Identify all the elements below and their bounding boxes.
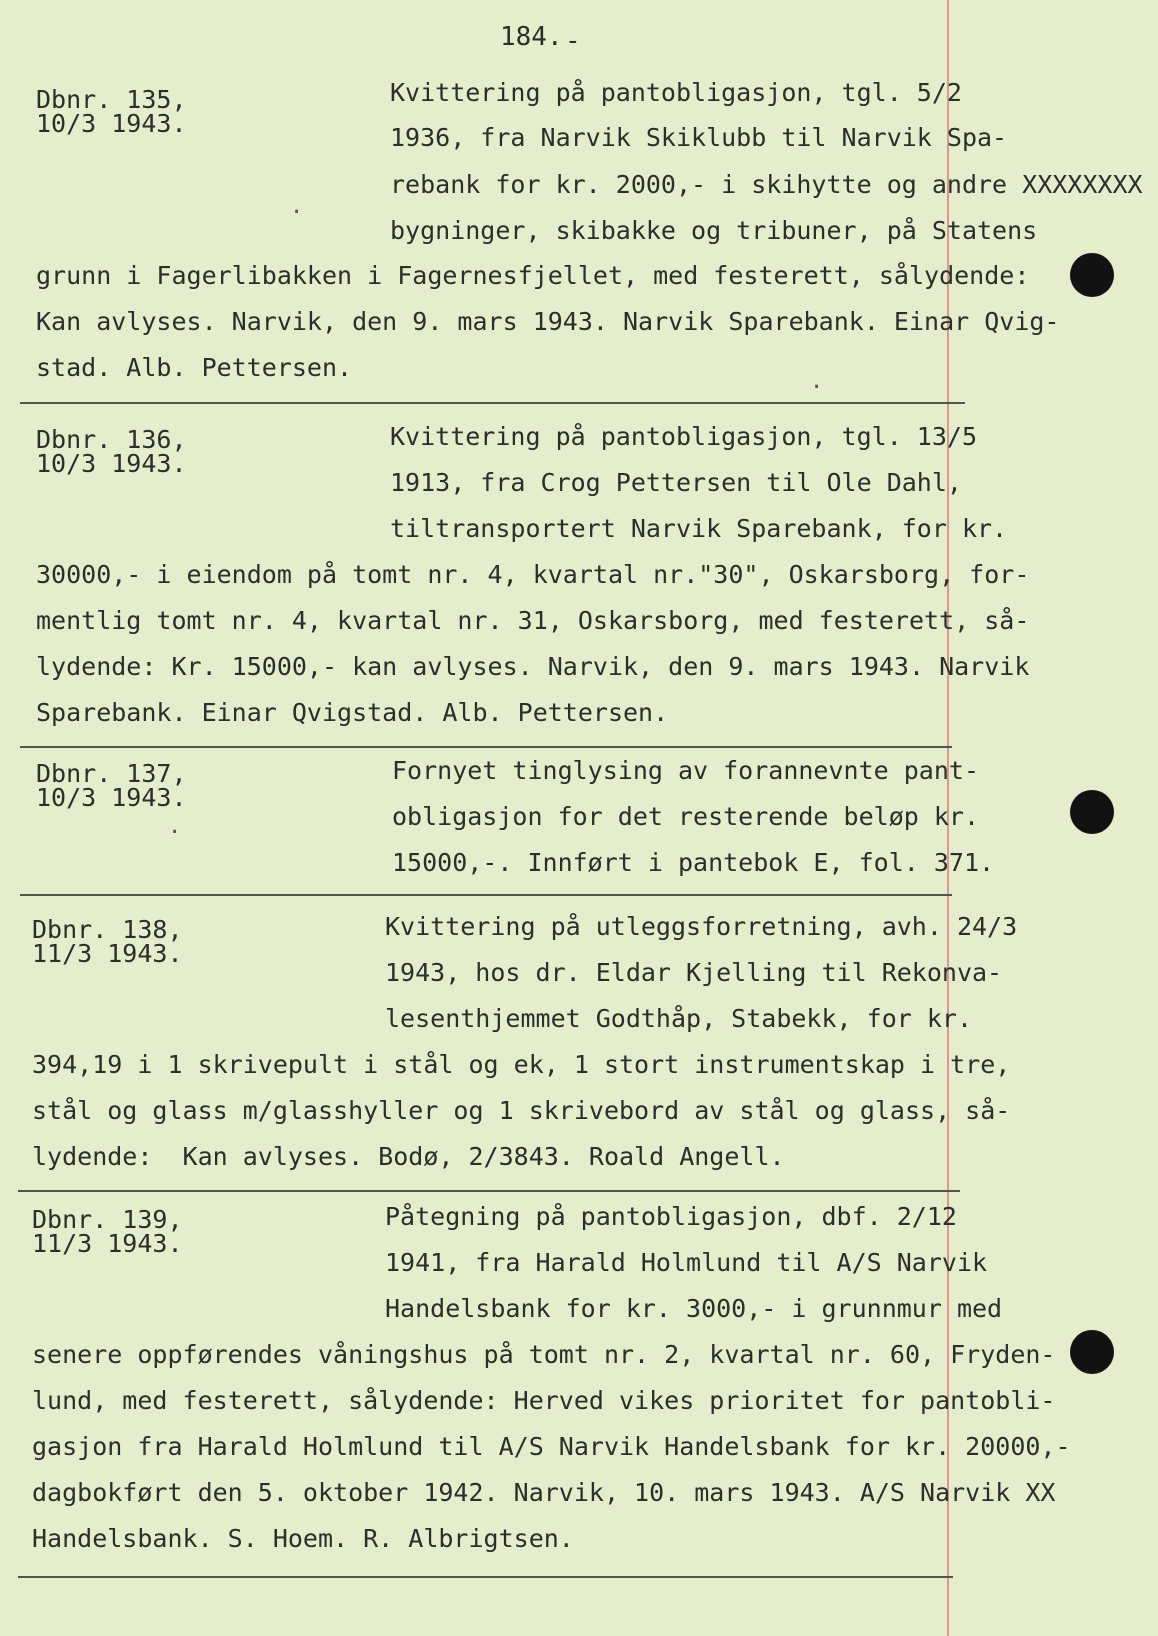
ink-dot: · <box>290 200 304 225</box>
entry-number: Dbnr. 136, <box>36 425 187 454</box>
entry-line: 1943, hos dr. Eldar Kjelling til Rekonva- <box>385 958 1003 987</box>
entry-line: Handelsbank for kr. 3000,- i grunnmur med <box>385 1294 1003 1323</box>
entry-line: Kvittering på utleggsforretning, avh. 24/3 <box>385 912 1018 941</box>
entry-line: Fornyet tinglysing av forannevnte pant- <box>392 756 979 785</box>
entry-line: 1913, fra Crog Pettersen til Ole Dahl, <box>390 468 962 497</box>
entry-line: senere oppførendes våningshus på tomt nr. 2, kvartal nr. 60, Fryden- <box>32 1340 1056 1369</box>
entry-ref <box>36 85 187 138</box>
page-number: 184. <box>500 22 563 52</box>
entry-number: Dbnr. 135, <box>36 85 187 114</box>
entry-divider <box>20 894 952 896</box>
entry-divider <box>20 746 952 748</box>
entry-ref <box>36 759 187 812</box>
punch-hole <box>1070 253 1114 297</box>
entry-line: tiltransportert Narvik Sparebank, for kr. <box>390 514 1008 543</box>
entry-number: Dbnr. 139, <box>32 1205 183 1234</box>
punch-hole <box>1070 1330 1114 1374</box>
entry-line: Kvittering på pantobligasjon, tgl. 13/5 <box>390 422 977 451</box>
entry-ref <box>36 425 187 478</box>
entry-line: lund, med festerett, sålydende: Herved vikes prioritet for pantobli- <box>32 1386 1056 1415</box>
entry-date: 11/3 1943. <box>32 1229 183 1258</box>
entry-line: obligasjon for det resterende beløp kr. <box>392 802 979 831</box>
entry-line: 1941, fra Harald Holmlund til A/S Narvik <box>385 1248 988 1277</box>
entry-line: Påtegning på pantobligasjon, dbf. 2/12 <box>385 1202 957 1231</box>
entry-line: grunn i Fagerlibakken i Fagernesfjellet, med festerett, sålydende: <box>36 261 1030 290</box>
ink-dot: · <box>810 375 824 400</box>
entry-line: 30000,- i eiendom på tomt nr. 4, kvartal nr."30", Oskarsborg, for- <box>36 560 1030 589</box>
entry-ref <box>32 915 183 968</box>
entry-line: bygninger, skibakke og tribuner, på Statens <box>390 216 1038 245</box>
entry-ref <box>32 1205 183 1258</box>
entry-date: 10/3 1943. <box>36 449 187 478</box>
entry-line: stål og glass m/glasshyller og 1 skrivebord av stål og glass, så- <box>32 1096 1011 1125</box>
entry-number: Dbnr. 138, <box>32 915 183 944</box>
entry-line: 1936, fra Narvik Skiklubb til Narvik Spa- <box>390 123 1008 152</box>
entry-line: 15000,-. Innført i pantebok E, fol. 371. <box>392 848 995 877</box>
entry-line: dagbokført den 5. oktober 1942. Narvik, 10. mars 1943. A/S Narvik XX <box>32 1478 1056 1507</box>
entry-line: lydende: Kr. 15000,- kan avlyses. Narvik, den 9. mars 1943. Narvik <box>36 652 1030 681</box>
entry-line: lesenthjemmet Godthåp, Stabekk, for kr. <box>385 1004 972 1033</box>
entry-line: stad. Alb. Pettersen. <box>36 353 353 382</box>
entry-line: lydende: Kan avlyses. Bodø, 2/3843. Roald Angell. <box>32 1142 785 1171</box>
entry-line: 394,19 i 1 skrivepult i stål og ek, 1 stort instrumentskap i tre, <box>32 1050 1011 1079</box>
entry-line: Kvittering på pantobligasjon, tgl. 5/2 <box>390 78 962 107</box>
punch-hole <box>1070 790 1114 834</box>
entry-line: mentlig tomt nr. 4, kvartal nr. 31, Oskarsborg, med festerett, så- <box>36 606 1030 635</box>
entry-line: gasjon fra Harald Holmlund til A/S Narvik Handelsbank for kr. 20000,- <box>32 1432 1071 1461</box>
entry-line: rebank for kr. 2000,- i skihytte og andre XXXXXXXX <box>390 170 1143 199</box>
entry-divider <box>20 402 965 404</box>
entry-date: 10/3 1943. <box>36 109 187 138</box>
entry-number: Dbnr. 137, <box>36 759 187 788</box>
entry-line: Kan avlyses. Narvik, den 9. mars 1943. Narvik Sparebank. Einar Qvig- <box>36 307 1060 336</box>
entry-divider <box>18 1576 953 1578</box>
entry-divider <box>18 1190 960 1192</box>
entry-line: Handelsbank. S. Hoem. R. Albrigtsen. <box>32 1524 574 1553</box>
page-mark: - <box>565 26 581 56</box>
entry-date: 11/3 1943. <box>32 939 183 968</box>
entry-line: Sparebank. Einar Qvigstad. Alb. Pettersen. <box>36 698 669 727</box>
ink-dot: · <box>168 820 182 845</box>
entry-date: 10/3 1943. <box>36 783 187 812</box>
